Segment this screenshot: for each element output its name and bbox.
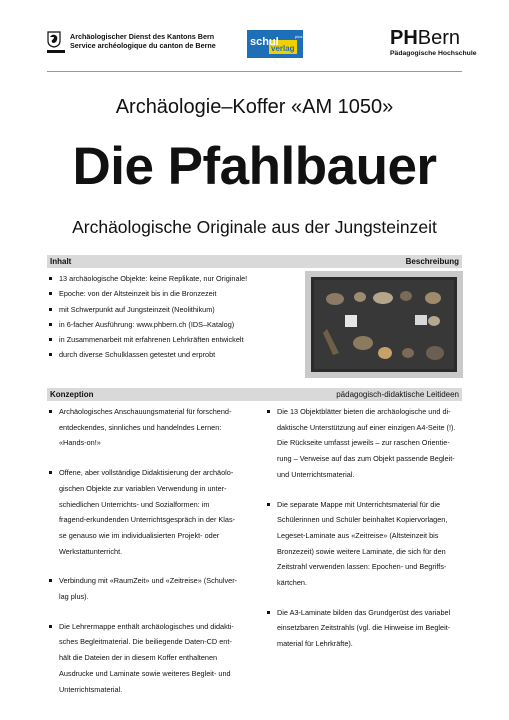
kit-kicker: Archäologie–Koffer «AM 1050» [115, 96, 394, 118]
text-line: material für Lehrkräfte). [277, 639, 353, 649]
artifact-case-photo [305, 271, 463, 378]
text-line: und Unterrichtsmaterial. [277, 469, 355, 479]
text-line: se genauso wie im individualisierten Projekt- oder [59, 530, 220, 540]
text-line: kärtchen. [277, 578, 308, 588]
schulverlag-logo [247, 30, 303, 58]
list-item [47, 573, 247, 604]
list-item: in 6-facher Ausführung: www.phbern.ch (IDS–Katalog) [47, 317, 307, 332]
phbern-logo-light: Bern [417, 27, 461, 49]
text-line: lag plus). [59, 592, 89, 602]
text-line: Unterrichtsmaterial. [59, 684, 123, 694]
page-title: Die Pfahlbauer [72, 137, 437, 196]
text-line: einsetzbaren Zeitstrahls (vgl. die Hinweise im Begleit- [277, 623, 451, 633]
text-line: entdeckendes, sinnliches und handelndes Lernen: [59, 422, 222, 432]
text-line: hält die Dateien der in diesem Koffer enthaltenen [59, 653, 218, 663]
text-line: fragend-erkundenden Unterrichtsgespräch in der Klas- [59, 515, 236, 525]
text-line: Die A3-Laminate bilden das Grundgerüst des variabel [277, 607, 451, 617]
text-line: Bronzezeit) sowie weitere Laminate, die sich für den [277, 546, 446, 556]
schulverlag-word: schul [250, 36, 279, 48]
list-item [47, 404, 247, 451]
konzeption-heading: Konzeption [50, 390, 94, 399]
canton-name-de: Archäologischer Dienst des Kantons Bern [70, 32, 215, 41]
text-line: Offene, aber vollständige Didaktisierung der archäolo- [59, 468, 234, 478]
text-line: Die separate Mappe mit Unterrichtsmaterial für die [277, 499, 441, 509]
leitideen-heading: pädagogisch-didaktische Leitideen [336, 390, 459, 399]
canton-name-fr: Service archéologique du canton de Berne [70, 41, 216, 50]
phbern-logo [390, 28, 460, 48]
text-line: gischen Objekte zur variablen Verwendung in unter- [59, 483, 227, 493]
text-line: daktische Unterstützung auf einer einzigen A4-Seite (!). [277, 422, 456, 432]
phbern-subtitle: Pädagogische Hochschule [390, 50, 477, 57]
list-item [265, 404, 465, 483]
text-line: sches Begleitmaterial. Die beiliegende Daten-CD ent- [59, 637, 232, 647]
phbern-logo-bold: PH [390, 27, 418, 49]
list-item: Epoche: von der Altsteinzeit bis in die Bronzezeit [47, 286, 307, 301]
text-line: schiedlichen Unterrichts- und Sozialformen: im [59, 499, 210, 509]
text-line: Die 13 Objektblätter bieten die archäologische und di- [277, 407, 451, 416]
list-item: 13 archäologische Objekte: keine Replikate, nur Originale! [47, 271, 307, 286]
list-item [265, 605, 465, 652]
text-line: Schülerinnen und Schüler beinhaltet Kopiervorlagen, [277, 515, 448, 525]
text-line: rung – Verweise auf das zum Objekt passende Begleit- [277, 454, 455, 464]
list-item: in Zusammenarbeit mit erfahrenen Lehrkräften entwickelt [47, 332, 307, 347]
text-line: Zeitstrahl verwenden lassen: Epochen- und Begriffs- [277, 562, 447, 572]
schulverlag-box-word: verlag [271, 44, 295, 53]
bern-crest-icon [47, 31, 61, 48]
list-item: durch diverse Schulklassen getestet und erprobt [47, 347, 307, 362]
page-subtitle: Archäologische Originale aus der Jungsteinzeit [72, 217, 437, 237]
canton-underline [47, 50, 65, 53]
header-rule [47, 71, 462, 72]
list-item: mit Schwerpunkt auf Jungsteinzeit (Neolithikum) [47, 302, 307, 317]
inhalt-list [47, 271, 307, 363]
list-item [47, 465, 247, 559]
text-line: Werkstattunterricht. [59, 546, 123, 556]
text-line: Die Lehrermappe enthält archäologisches und didakti- [59, 621, 234, 631]
text-line: Ausdrucke und Laminate sowie weiteres Begleit- und [59, 668, 231, 678]
inhalt-bar [47, 255, 462, 268]
inhalt-heading: Inhalt [50, 257, 72, 266]
beschreibung-heading: Beschreibung [405, 257, 459, 266]
text-line: Die Rückseite umfasst jeweils – zur raschen Orientie- [277, 438, 450, 448]
text-line: Verbindung mit «RaumZeit» und «Zeitreise» (Schulver- [59, 576, 238, 586]
text-line: Archäologisches Anschauungsmaterial für forschend- [59, 407, 232, 416]
konzeption-left-list [47, 404, 247, 711]
text-line: Legeset-Laminate aus «Zeitreise» (Altsteinzeit bis [277, 530, 439, 540]
list-item [47, 619, 247, 698]
konzeption-right-list [265, 404, 465, 666]
list-item [265, 497, 465, 591]
schulverlag-plus: plus [295, 34, 303, 39]
text-line: «Hands-on!» [59, 438, 101, 448]
